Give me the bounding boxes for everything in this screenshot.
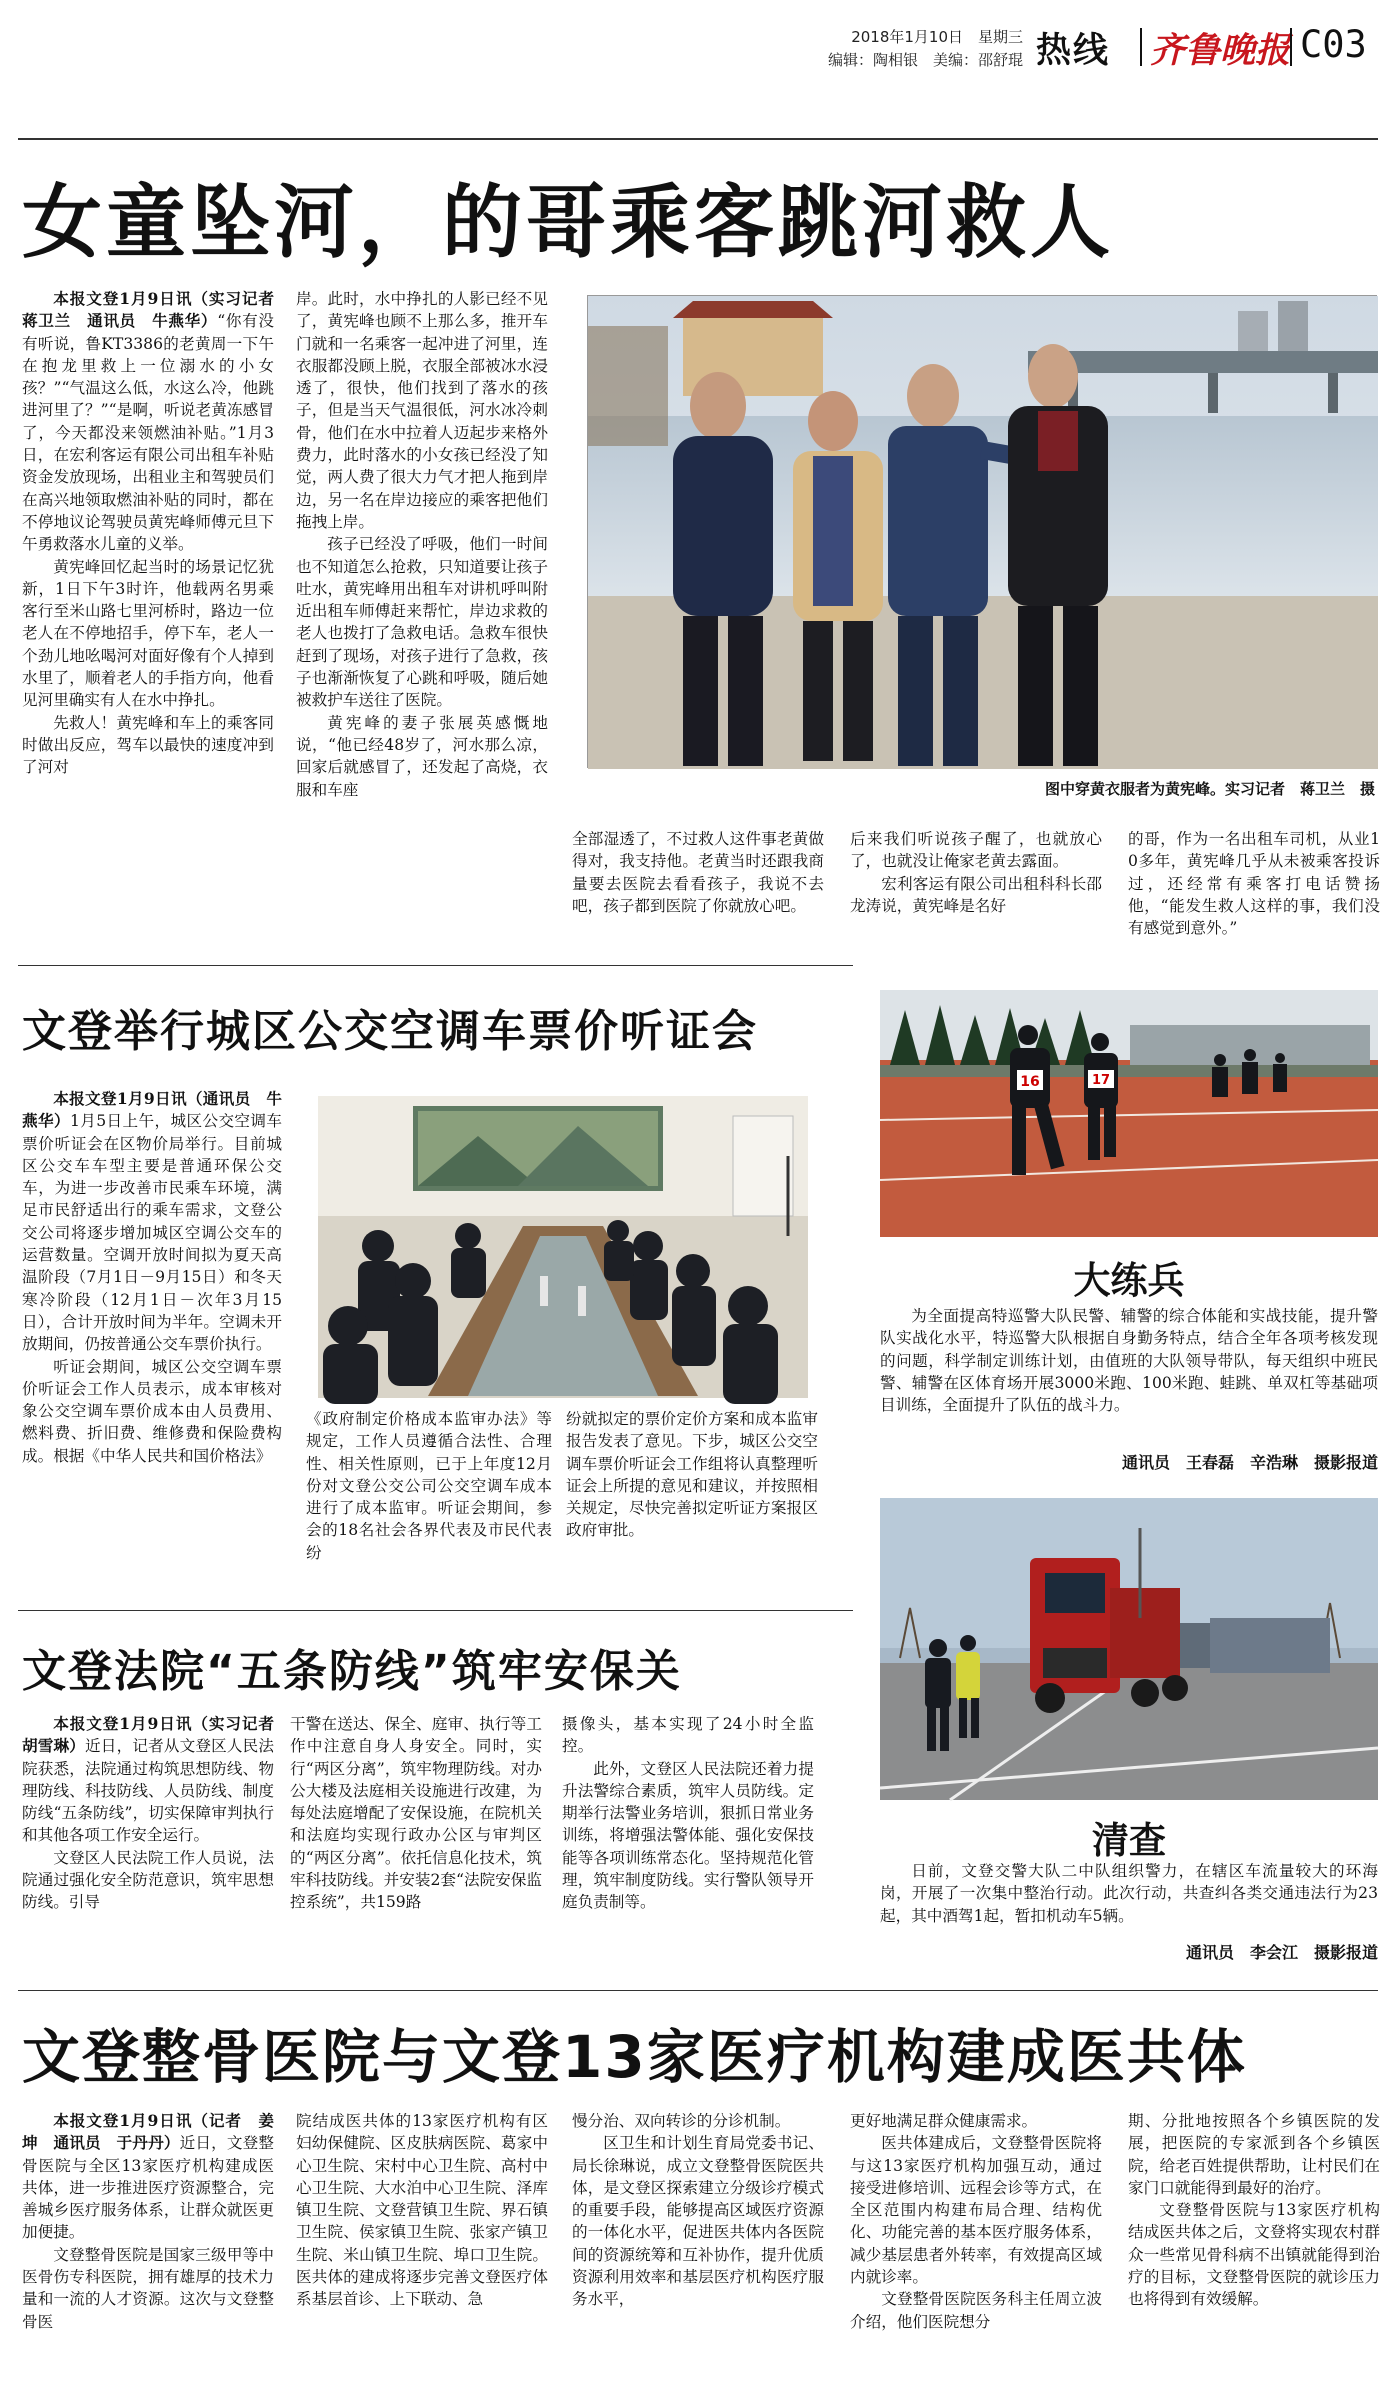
article1-col5: 的哥，作为一名出租车司机，从业10多年，黄宪峰几乎从未被乘客投诉过，还经常有乘客打电话赞扬他，“能发生救人这样的事，我们没有感觉到意外。” (1128, 830, 1380, 938)
header-rule (18, 138, 1378, 140)
article1-col1: 本报文登1月9日讯（实习记者 蒋卫兰 通讯员 牛燕华）“你有没有听说，鲁KT3386的老黄周一下午在抱龙里救上一位溺水的小女孩？”“气温这么低，水这么冷，他跳进河里了？”“是啊，听说老黄冻感冒了，今天都没来领燃油补贴。”1月3日，在宏利客运有限公司出租车补贴资金发放现场，出租业主和驾驶员们在高兴地领取燃油补贴的同时，都在不停地议论驾驶员黄宪峰师傅元旦下午勇救落水儿童的义举。 黄宪峰回忆起当时的场景记忆犹新，1日下午3时许，他载两名男乘客行至米山路七里河桥时，路边一位老人在不停地招手，停下车，老人一个劲儿地吆喝河对面好像有个人掉到水里了，顺着老人的手指方向，他看见河里确实有人在水中挣扎。 先救人！黄宪峰和车上的乘客同时做出反应，驾车以最快的速度冲到了河对 (22, 289, 290, 777)
page-number: C03 (1300, 23, 1367, 66)
section-rule (18, 1990, 1378, 1991)
article1-col4: 后来我们听说孩子醒了，也就放心了，也就没让俺家老黄去露面。 宏利客运有限公司出租科科长邵龙涛说，黄宪峰是名好 (850, 830, 1102, 915)
article4-col3: 慢分治、双向转诊的分诊机制。 区卫生和计划生育局党委书记、局长徐琳说，成立文登整骨医院医共体，是文登区探索建立分级诊疗模式的重要手段，能够提高区域医疗资源的一体化水平，促进医共体内各医院间的资源统筹和互补协作，提升优质资源利用效率和基层医疗机构医疗服务水平， (572, 2112, 824, 2309)
article2-lead: 本报文登1月9日讯（通讯员 牛燕华） (22, 1089, 282, 1131)
article1-col2-end (296, 852, 548, 932)
editor-credits: 编辑：陶相银 美编：邵舒琨 (827, 51, 1023, 69)
article2-col2: 《政府制定价格成本监审办法》等规定，工作人员遵循合法性、合理性、相关性原则，已于上年度12月份对文登公交公司公交空调车成本进行了成本监审。听证会期间，参会的18名社会各界代表及市民代表纷 (306, 1410, 552, 1562)
section-title: 热线 (1036, 31, 1111, 71)
traffic-check-title: 清查 (1092, 1819, 1166, 1862)
article1-col3: 全部湿透了，不过救人这件事老黄做得对，我支持他。老黄当时还跟我商量要去医院去看看孩子，我说不去吧，孩子都到医院了你就放心吧。 (572, 830, 824, 915)
article4-col1: 本报文登1月9日讯（记者 姜坤 通讯员 于丹丹）近日，文登整骨医院与全区13家医疗机构建成医共体，进一步推进医疗资源整合，完善城乡医疗服务体系，让群众就医更加便捷。 文登整骨医院是国家三级甲等中医骨伤专科医院，拥有雄厚的技术力量和一流的人才资源。这次与文登整骨医 (22, 2111, 274, 2331)
header-divider (1140, 28, 1142, 66)
header-divider (1290, 28, 1292, 66)
article1-headline: 女童坠河，的哥乘客跳河救人 (22, 176, 1114, 269)
section-rule (18, 965, 853, 966)
rescue-photo (587, 295, 1377, 768)
article3-col2: 干警在送达、保全、庭审、执行等工作中注意自身人身安全。同时，实行“两区分离”，筑牢物理防线。对办公大楼及法庭相关设施进行改建，为每处法庭增配了安保设施，在院机关和法庭均实现行政办公区与审判区的“两区分离”。依托信息化技术，筑牢科技防线。并安装2套“法院安保监控系统”，共159路 (290, 1715, 542, 1912)
section-rule (18, 1610, 853, 1611)
article1-lead: 本报文登1月9日讯（实习记者 蒋卫兰 通讯员 牛燕华） (22, 289, 290, 331)
issue-date: 2018年1月10日 星期三 (851, 28, 1023, 46)
article3-lead: 本报文登1月9日讯（实习记者 胡雪琳） (22, 1714, 290, 1756)
training-photo (880, 990, 1378, 1237)
rescue-photo-caption: 图中穿黄衣服者为黄宪峰。实习记者 蒋卫兰 摄 (1044, 780, 1375, 798)
traffic-check-photo (880, 1498, 1378, 1800)
article4-headline: 文登整骨医院与文登13家医疗机构建成医共体 (22, 2023, 1247, 2091)
traffic-check-byline: 通讯员 李会江 摄影报道 (1185, 1943, 1378, 1962)
article4-col2: 院结成医共体的13家医疗机构有区妇幼保健院、区皮肤病医院、葛家中心卫生院、宋村中心卫生院、高村中心卫生院、大水泊中心卫生院、泽库镇卫生院、文登营镇卫生院、界石镇卫生院、侯家镇卫生院、张家产镇卫生院、米山镇卫生院、埠口卫生院。医共体的建成将逐步完善文登医疗体系基层首诊、上下联动、急 (296, 2112, 548, 2309)
article2-col1: 本报文登1月9日讯（通讯员 牛燕华）1月5日上午，城区公交空调车票价听证会在区物价局举行。目前城区公交车车型主要是普通环保公交车，为进一步改善市民乘车环境，满足市民舒适出行的乘车需求，文登公交公司将逐步增加城区空调公交车的运营数量。空调开放时间拟为夏天高温阶段（7月1日－9月15日）和冬天寒冷阶段（12月1日－次年3月15日），合计开放时间为半年。空调未开放期间，仍按普通公交车票价执行。 听证会期间，城区公交空调车票价听证会工作人员表示，成本审核对象公交空调车票价成本由人员费用、燃料费、折旧费、维修费和保险费构成。根据《中华人民共和国价格法》 (22, 1089, 282, 1465)
training-byline: 通讯员 王春磊 辛浩琳 摄影报道 (1121, 1453, 1378, 1472)
hearing-photo (318, 1096, 808, 1398)
article4-col5: 期、分批地按照各个乡镇医院的发展，把医院的专家派到各个乡镇医院，给老百姓提供帮助，让村民们在家门口就能得到最好的治疗。 文登整骨医院与13家医疗机构结成医共体之后，文登将实现农村群众一些常见骨科病不出镇就能得到治疗的目标，文登整骨医院的就诊压力也将得到有效缓解。 (1128, 2112, 1380, 2309)
training-text: 为全面提高特巡警大队民警、辅警的综合体能和实战技能，提升警队实战化水平，特巡警大队根据自身勤务特点，结合全年各项考核发现的问题，科学制定训练计划，由值班的大队领导带队，每天组织中班民警、辅警在区体育场开展3000米跑、100米跑、蛙跳、单双杠等基础项目训练，全面提升了队伍的战斗力。 (880, 1307, 1378, 1415)
article3-headline: 文登法院“五条防线”筑牢安保关 (22, 1646, 682, 1697)
newspaper-logo: 齐鲁晚报 (1150, 30, 1291, 71)
traffic-check-text: 日前，文登交警大队二中队组织警力，在辖区车流量较大的环海岗，开展了一次集中整治行动。此次行动，共查纠各类交通违法行为23起，其中酒驾1起，暂扣机动车5辆。 (880, 1862, 1378, 1925)
training-title: 大练兵 (1073, 1259, 1185, 1302)
article1-col2: 岸。此时，水中挣扎的人影已经不见了，黄宪峰也顾不上那么多，推开车门就和一名乘客一起冲进了河里，连衣服都没顾上脱，衣服全部被冰水浸透了，很快，他们找到了落水的孩子，但是当天气温很低，河水冰冷刺骨，他们在水中拉着人迈起步来格外费力，此时落水的小女孩已经没了知觉，两人费了很大力气才把人拖到岸边，另一名在岸边接应的乘客把他们拖拽上岸。 孩子已经没了呼吸，他们一时间也不知道怎么抢救，只知道要让孩子吐水，黄宪峰用出租车对讲机呼叫附近出租车师傅赶来帮忙，岸边求救的老人也拨打了急救电话。急救车很快赶到了现场，对孩子进行了急救，孩子也渐渐恢复了心跳和呼吸，随后她被救护车送往了医院。 黄宪峰的妻子张展英感慨地说，“他已经48岁了，河水那么凉，回家后就感冒了，还发起了高烧，衣服和车座 (296, 290, 548, 799)
runner-bib: 16 (1020, 1074, 1040, 1090)
article2-headline: 文登举行城区公交空调车票价听证会 (22, 1006, 758, 1057)
article4-col4: 更好地满足群众健康需求。 医共体建成后，文登整骨医院将与这13家医疗机构加强互动，通过接受进修培训、远程会诊等方式，在全区范围内构建布局合理、结构优化、功能完善的基本医疗服务体系，减少基层患者外转率，有效提高区域内就诊率。 文登整骨医院医务科主任周立波介绍，他们医院想分 (850, 2112, 1102, 2331)
runner-bib: 17 (1091, 1073, 1111, 1088)
article2-col3: 纷就拟定的票价定价方案和成本监审报告发表了意见。下步，城区公交空调车票价听证会工作组将认真整理听证会上所提的意见和建议，并按照相关规定，尽快完善拟定听证方案报区政府审批。 (566, 1410, 818, 1540)
article3-col3: 摄像头，基本实现了24小时全监控。 此外，文登区人民法院还着力提升法警综合素质，筑牢人员防线。定期举行法警业务培训，狠抓日常业务训练，将增强法警体能、强化安保技能等各项训练常态化。坚持规范化管理，筑牢制度防线。实行警队领导开庭负责制等。 (562, 1715, 814, 1912)
article3-col1: 本报文登1月9日讯（实习记者 胡雪琳）近日，记者从文登区人民法院获悉，法院通过构筑思想防线、物理防线、科技防线、人员防线、制度防线“五条防线”，切实保障审判执行和其他各项工作安全运行。 文登区人民法院工作人员说，法院通过强化安全防范意识，筑牢思想防线。引导 (22, 1714, 290, 1912)
article4-lead: 本报文登1月9日讯（记者 姜坤 通讯员 于丹丹） (22, 2111, 274, 2153)
